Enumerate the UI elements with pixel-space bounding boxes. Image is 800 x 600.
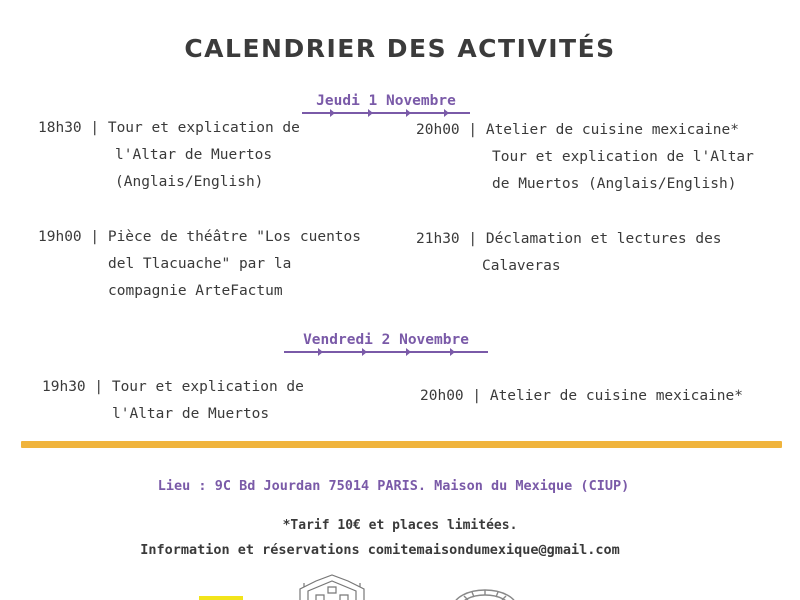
event-time-title: 20h00 | Atelier de cuisine mexicaine* [420, 388, 744, 404]
partner-logo-yellow [199, 596, 243, 600]
building-logo-icon [296, 573, 368, 600]
day-header-vendredi [284, 331, 488, 355]
event-1900-theatre [38, 224, 361, 305]
event-2000-cuisine-and-tour [416, 117, 754, 198]
event-detail: Tour et explication de l'Altar [492, 149, 754, 165]
page-title: CALENDRIER DES ACTIVITÉS [184, 34, 616, 63]
event-detail: (Anglais/English) [115, 174, 264, 190]
day-underline-ornament [284, 349, 488, 355]
day-header-jeudi [302, 92, 470, 116]
event-detail: compagnie ArteFactum [108, 283, 283, 299]
event-time-title: 19h30 | Tour et explication de [42, 379, 304, 395]
section-divider [21, 441, 782, 448]
event-detail: l'Altar de Muertos [115, 147, 273, 163]
event-time-title: 18h30 | Tour et explication de [38, 120, 300, 136]
price-note: *Tarif 10€ et places limitées. [282, 518, 518, 533]
event-time-title: 20h00 | Atelier de cuisine mexicaine* [416, 122, 740, 138]
event-time-title: 21h30 | Déclamation et lectures des [416, 231, 722, 247]
event-time-title: 19h00 | Pièce de théâtre "Los cuentos [38, 229, 362, 245]
event-2130-calaveras [416, 226, 722, 280]
cropped-heading-remnant [200, 0, 600, 3]
day-label: Vendredi 2 Novembre [303, 332, 469, 348]
day-underline-ornament [302, 110, 470, 116]
event-detail: l'Altar de Muertos [112, 406, 270, 422]
event-detail: de Muertos (Anglais/English) [492, 176, 737, 192]
event-1830-altar-tour [38, 115, 300, 196]
day-label: Jeudi 1 Novembre [316, 93, 456, 109]
event-detail: del Tlacuache" par la [108, 256, 292, 272]
event-1930-altar-tour [42, 374, 304, 428]
event-detail: Calaveras [482, 258, 561, 274]
seal-logo-icon [450, 586, 520, 600]
venue-address: Lieu : 9C Bd Jourdan 75014 PARIS. Maison du Mexique (CIUP) [157, 478, 630, 494]
event-2000-cuisine [420, 383, 743, 410]
contact-info: Information et réservations comitemaisondumexique@gmail.com [140, 542, 620, 558]
